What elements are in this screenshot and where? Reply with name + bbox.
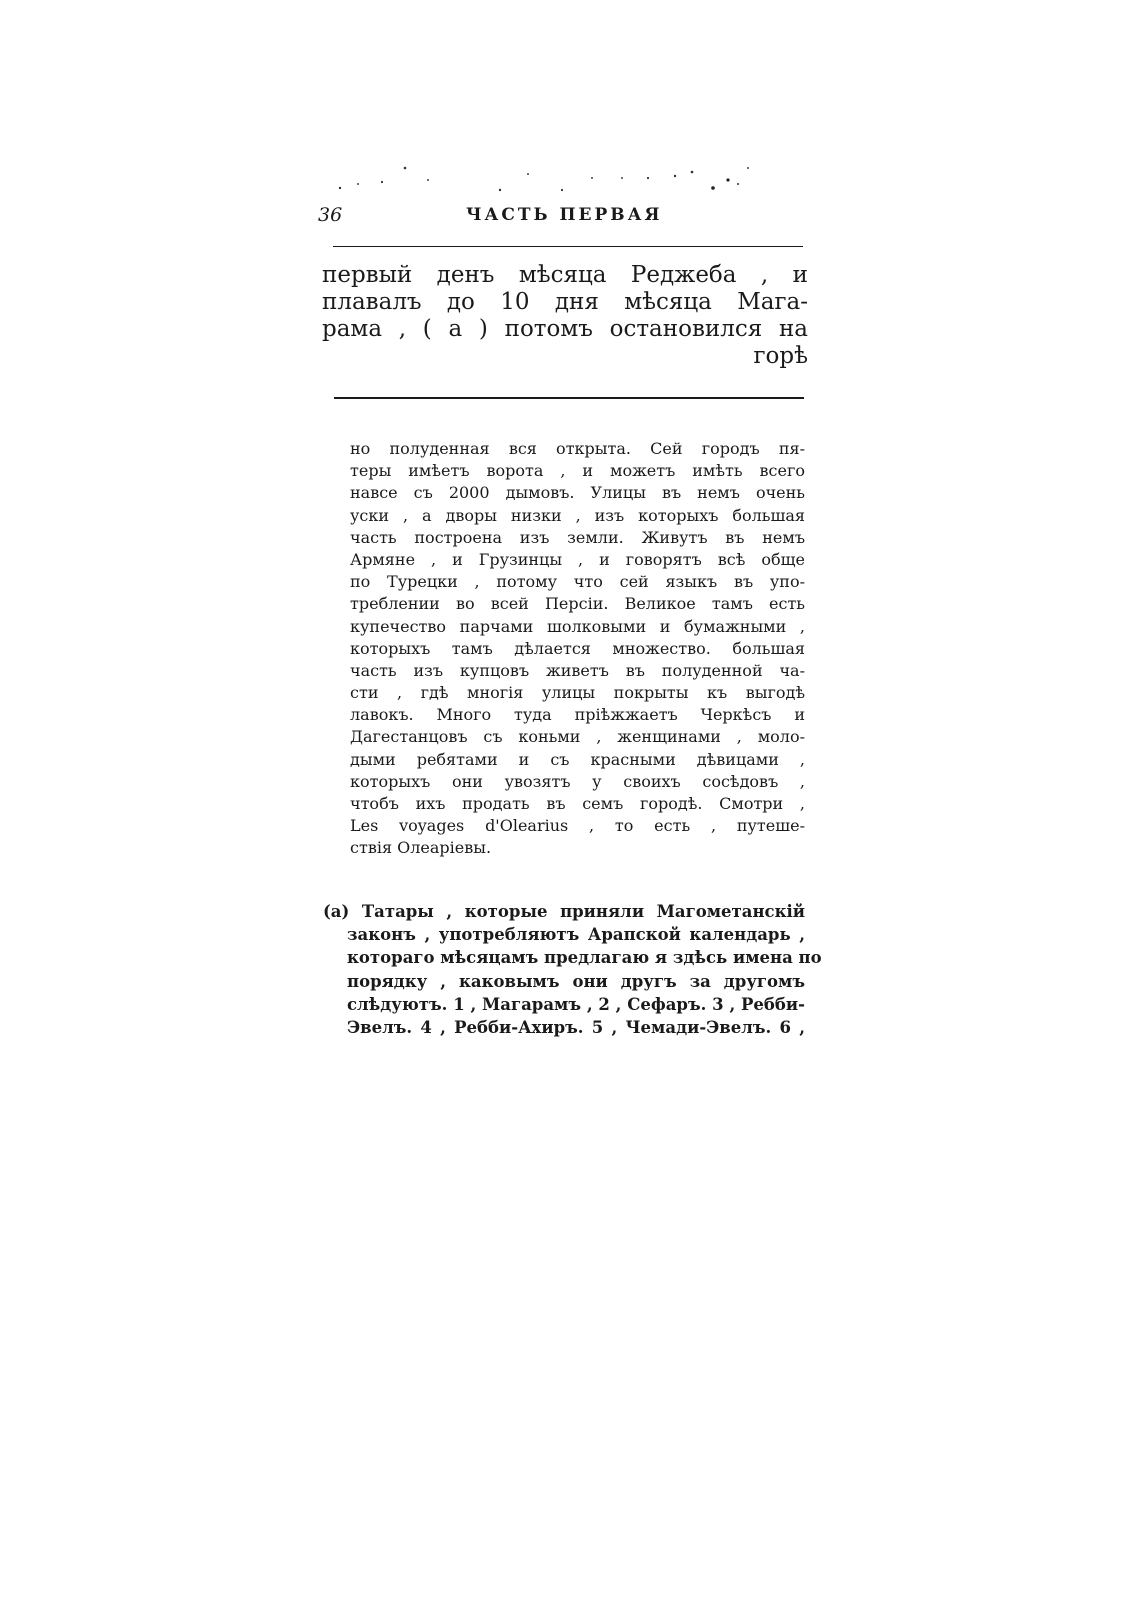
header-rule <box>333 246 803 247</box>
main-text-line: рама , ( а ) потомъ остановился на <box>322 316 808 342</box>
print-specks <box>330 160 800 200</box>
note-line: уски , а дворы низки , изъ которыхъ большая <box>350 505 805 525</box>
note-line: которыхъ тамъ дѣлается множество. большая <box>350 638 805 658</box>
note-line: сти , гдѣ многія улицы покрыты къ выгодѣ <box>350 683 805 703</box>
note-line: купечество парчами шолковыми и бумажными , <box>350 616 805 636</box>
footnote-line: Эвелъ. 4 , Ребби-Ахиръ. 5 , Чемади-Эвелъ. 6 , <box>347 1017 805 1037</box>
main-text-line: горѣ <box>753 343 808 369</box>
note-line: но полуденная вся открыта. Сей городъ пя- <box>350 439 805 458</box>
note-line: дыми ребятами и съ красными дѣвицами , <box>350 749 805 769</box>
note-line: Дагестанцовъ съ коньми , женщинами , моло- <box>350 727 805 747</box>
note-line: треблении во всей Персіи. Великое тамъ есть <box>350 594 805 614</box>
note-line: лавокъ. Много туда пріѣжжаетъ Черкѣсъ и <box>350 705 805 725</box>
footnote-line: слѣдуютъ. 1 , Магарамъ , 2 , Сефаръ. 3 , Ребби- <box>347 994 805 1014</box>
page-header <box>318 200 803 234</box>
page-number: 36 <box>318 204 343 226</box>
note-line: ствія Олеаріевы. <box>350 838 492 858</box>
note-line: Les voyages d'Olearius , то есть , путеше- <box>350 816 805 836</box>
main-text-line: первый денъ мѣсяца Реджеба , и <box>322 262 808 288</box>
footnote-line: законъ , употребляютъ Арапской календарь , <box>347 925 805 945</box>
footnote-a <box>323 900 822 1039</box>
footnote-line: порядку , каковымъ они другъ за другомъ <box>347 971 805 991</box>
note-line: по Турецки , потому что сей языкъ въ упо- <box>350 572 805 592</box>
note-line: чтобъ ихъ продать въ семъ городѣ. Смотри , <box>350 794 805 813</box>
running-title: ЧАСТЬ ПЕРВАЯ <box>466 205 663 225</box>
note-line: часть построена изъ земли. Живутъ въ немъ <box>350 527 805 547</box>
main-text-line: плавалъ до 10 дня мѣсяца Мага- <box>322 289 808 315</box>
footnote-line: (а) Татары , которые приняли Магометанскій <box>323 902 805 921</box>
note-line: навсе съ 2000 дымовъ. Улицы въ немъ очень <box>350 483 805 503</box>
footnote-line: котораго мѣсяцамъ предлагаю я здѣсь имена по <box>347 948 822 968</box>
note-line: теры имѣетъ ворота , и можетъ имѣть всего <box>350 461 805 481</box>
separator-rule <box>334 397 804 399</box>
note-line: которыхъ они увозятъ у своихъ сосѣдовъ , <box>350 771 805 791</box>
main-text <box>322 262 808 370</box>
note-line: часть изъ купцовъ живетъ въ полуденной ча- <box>350 660 805 680</box>
note-line: Армяне , и Грузинцы , и говорятъ всѣ обще <box>350 549 805 569</box>
note-continuation <box>350 438 805 860</box>
